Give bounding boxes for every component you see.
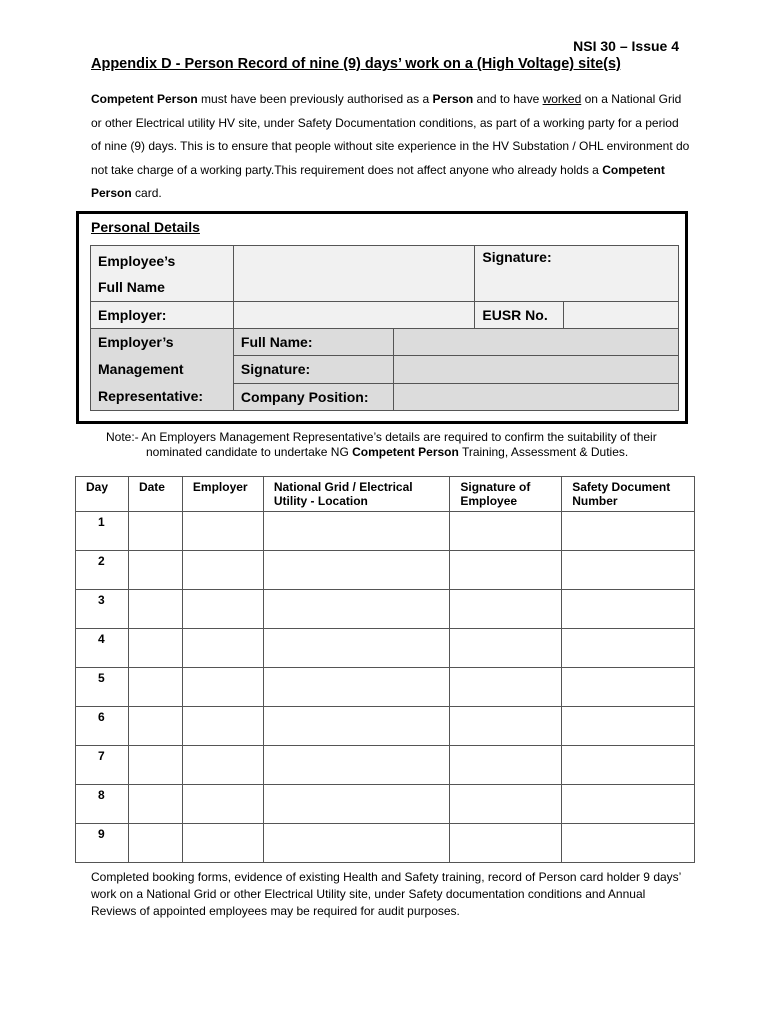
note-bold-competent-person: Competent Person [352,445,459,459]
signature-cell[interactable] [450,824,562,863]
employer-cell[interactable] [182,785,263,824]
date-cell[interactable] [128,551,182,590]
day-number: 8 [76,785,129,824]
rep-label-line2: Management [98,361,184,377]
employer-cell[interactable] [182,707,263,746]
note-line1: Note:- An Employers Management Representative’s details are required to confirm the suitability of their [106,430,657,444]
intro-paragraph [91,88,691,206]
rep-signature-label: Signature: [233,356,393,383]
signature-label: Signature: [482,249,552,265]
safety-document-cell[interactable] [562,551,695,590]
header-location [263,477,449,512]
rep-full-name-label: Full Name: [233,329,393,356]
location-cell[interactable] [263,590,449,629]
signature-cell[interactable] [450,551,562,590]
signature-cell[interactable] [450,590,562,629]
employer-cell[interactable] [182,590,263,629]
employer-cell[interactable] [182,629,263,668]
representative-note [76,430,706,460]
table-row [76,512,695,551]
intro-bold-competent-person-card: Competent Person [91,162,665,200]
footer-note: Completed booking forms, evidence of existing Health and Safety training, record of Person card holder 9 days’ work on a National Grid or other Electrical Utility site, under Safety documentation conditions and Annual Reviews of appointed employees may be required for audit purposes. [91,870,681,918]
rep-label-line1: Employer’s [98,334,174,350]
signature-cell[interactable] [450,512,562,551]
location-cell[interactable] [263,707,449,746]
safety-document-cell[interactable] [562,668,695,707]
employer-cell[interactable] [182,668,263,707]
intro-text-3: on a National Grid or other Electrical utility HV site, under Safety Documentation conditions, as part of a working party for a period of nine (9) days. This is to ensure that people without site experience in the HV Substation / OHL environment do not take charge of a working party.This requirement does not affect anyone who already holds a [91,92,690,177]
intro-text-1: must have been previously authorised as a [197,92,433,106]
safety-document-cell[interactable] [562,746,695,785]
rep-company-position-field[interactable] [393,383,678,410]
intro-bold-competent-person: Competent Person [91,92,198,106]
safety-document-cell[interactable] [562,824,695,863]
header-signature-line2: Employee [460,494,518,508]
day-number: 3 [76,590,129,629]
document-reference: NSI 30 – Issue 4 [573,38,679,54]
eusr-field[interactable] [564,302,679,329]
date-cell[interactable] [128,590,182,629]
header-date: Date [128,477,182,512]
day-number: 9 [76,824,129,863]
note-text-b: Training, Assessment & Duties. [458,445,629,459]
date-cell[interactable] [128,707,182,746]
personal-details-table [90,245,679,411]
date-cell[interactable] [128,512,182,551]
signature-cell[interactable] [450,629,562,668]
table-row [76,746,695,785]
note-text-a: nominated candidate to undertake NG [146,445,353,459]
signature-cell[interactable] [450,668,562,707]
location-cell[interactable] [263,824,449,863]
day-number: 4 [76,629,129,668]
rep-full-name-field[interactable] [393,329,678,356]
table-row [76,785,695,824]
rep-signature-field[interactable] [393,356,678,383]
note-line2 [76,445,706,460]
header-safety-document [562,477,695,512]
signature-cell[interactable] [450,746,562,785]
location-cell[interactable] [263,629,449,668]
location-cell[interactable] [263,746,449,785]
table-row [76,629,695,668]
table-row [76,590,695,629]
employer-label: Employer: [91,302,234,329]
header-safety-line2: Number [572,494,618,508]
date-cell[interactable] [128,668,182,707]
employer-cell[interactable] [182,824,263,863]
location-cell[interactable] [263,512,449,551]
eusr-label: EUSR No. [475,302,564,329]
safety-document-cell[interactable] [562,707,695,746]
safety-document-cell[interactable] [562,590,695,629]
header-day: Day [76,477,129,512]
table-row [76,551,695,590]
rep-company-position-label: Company Position: [233,383,393,410]
signature-cell[interactable] [450,707,562,746]
personal-details-title: Personal Details [91,219,200,235]
header-employer: Employer [182,477,263,512]
safety-document-cell[interactable] [562,785,695,824]
safety-document-cell[interactable] [562,629,695,668]
employee-label-line1: Employee’s [98,252,176,269]
signature-cell[interactable] [450,785,562,824]
header-signature-line1: Signature of [460,480,531,494]
employee-signature-field[interactable] [475,246,679,302]
employer-cell[interactable] [182,746,263,785]
day-number: 6 [76,707,129,746]
intro-text-4: card. [131,186,162,200]
day-number: 5 [76,668,129,707]
table-row [76,668,695,707]
date-cell[interactable] [128,746,182,785]
employer-field[interactable] [233,302,474,329]
day-number: 1 [76,512,129,551]
intro-text-2: and to have [473,92,543,106]
date-cell[interactable] [128,824,182,863]
employer-cell[interactable] [182,551,263,590]
header-safety-line1: Safety Document [572,480,671,494]
date-cell[interactable] [128,785,182,824]
day-number: 2 [76,551,129,590]
header-location-line2: Utility - Location [273,494,368,508]
location-cell[interactable] [263,668,449,707]
management-representative-label [91,329,234,411]
employee-label-line2: Full Name [98,278,165,295]
employee-full-name-field[interactable] [233,246,474,302]
document-title: Appendix D - Person Record of nine (9) days’ work on a (High Voltage) site(s) [91,56,621,72]
safety-document-cell[interactable] [562,512,695,551]
location-cell[interactable] [263,785,449,824]
header-location-line1: National Grid / Electrical [273,480,413,494]
employee-full-name-label [91,246,234,302]
day-number: 7 [76,746,129,785]
table-row [76,707,695,746]
table-row [76,824,695,863]
header-signature [450,477,562,512]
intro-underline-worked: worked [542,92,582,106]
rep-label-line3: Representative: [98,388,204,404]
intro-bold-person: Person [432,92,474,106]
location-cell[interactable] [263,551,449,590]
date-cell[interactable] [128,629,182,668]
employer-cell[interactable] [182,512,263,551]
days-work-table [75,476,695,863]
